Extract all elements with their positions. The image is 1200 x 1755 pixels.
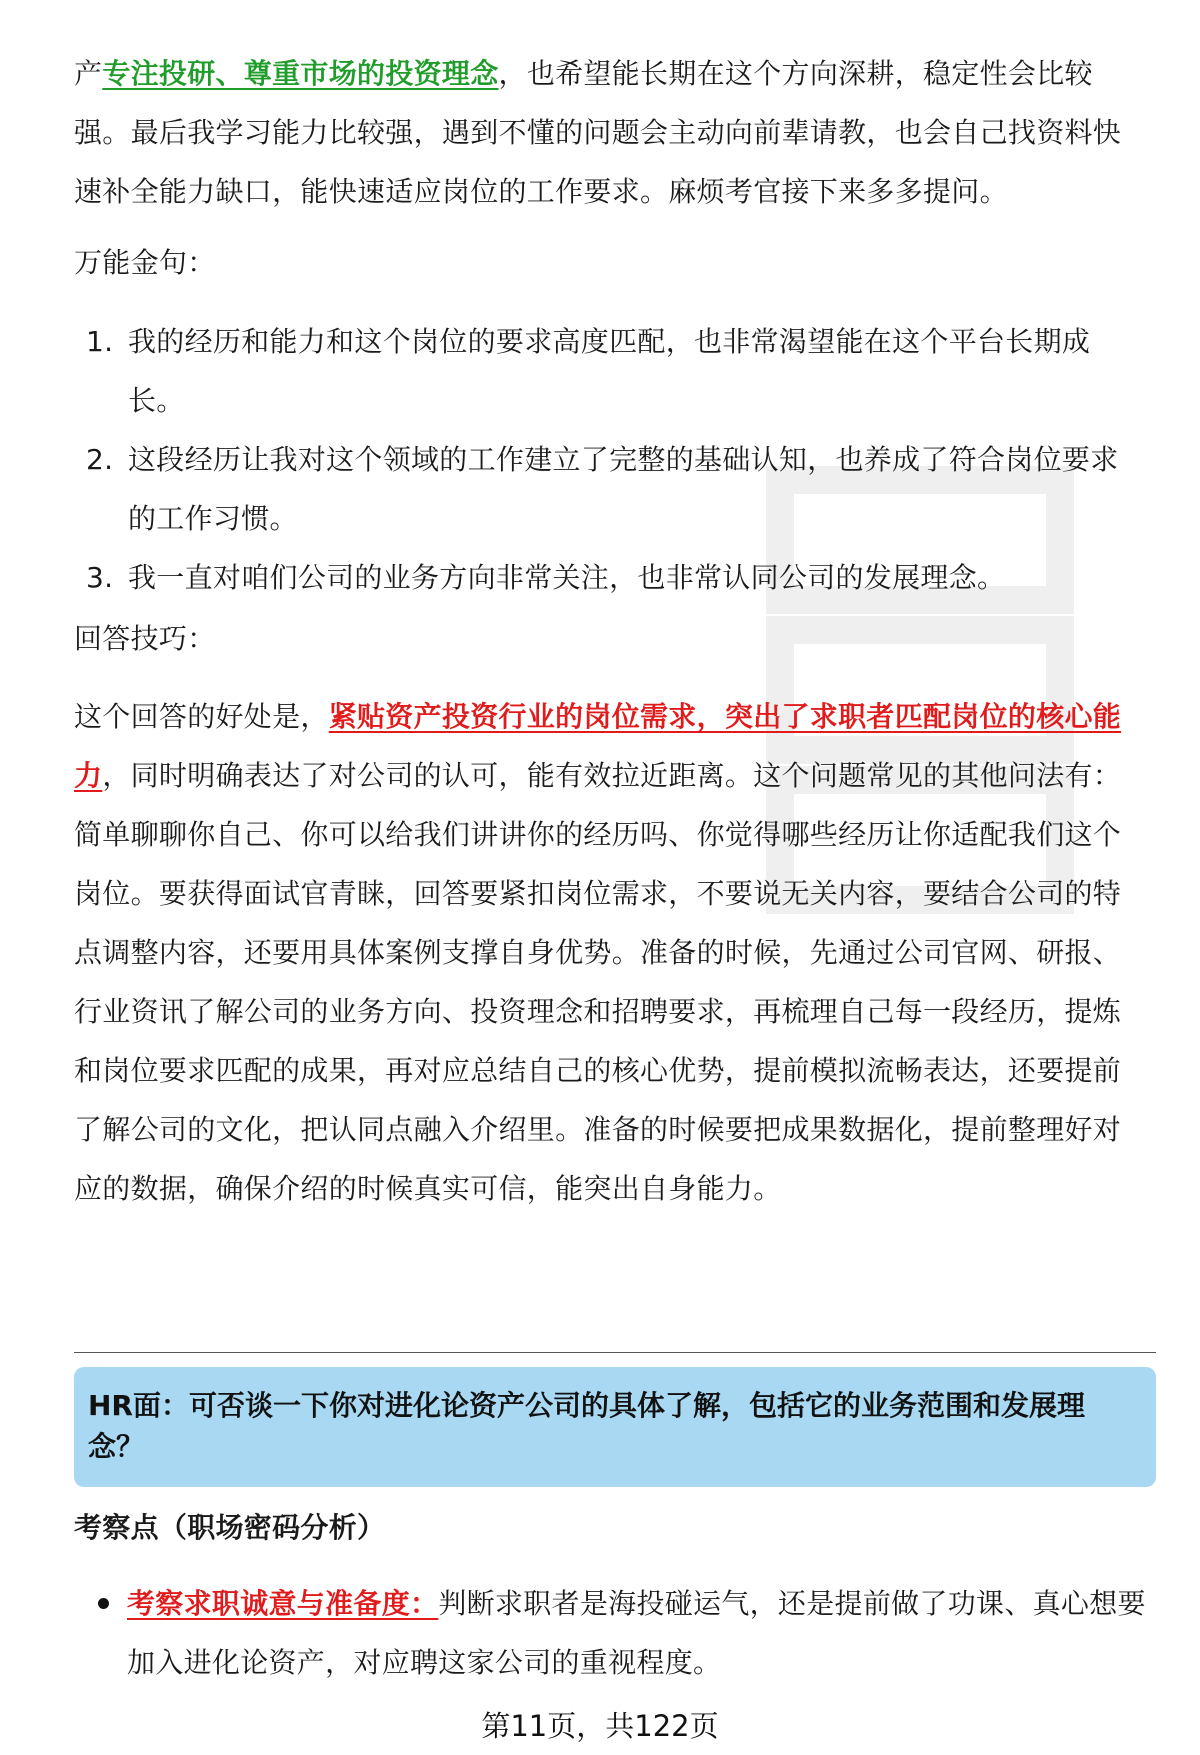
list-item	[74, 430, 1146, 548]
tips-suffix: ，同时明确表达了对公司的认可，能有效拉近距离。这个问题常见的其他问法有：简单聊聊你自己、你可以给我们讲讲你的经历吗、你觉得哪些经历让你适配我们这个岗位。要获得面试官青睐，回答要紧扣岗位需求，不要说无关内容，要结合公司的特点调整内容，还要用具体案例支撑自身优势。准备的时候，先通过公司官网、研报、行业资讯了解公司的业务方向、投资理念和招聘要求，再梳理自己每一段经历，提炼和岗位要求匹配的成果，再对应总结自己的核心优势，提前模拟流畅表达，还要提前了解公司的文化，把认同点融入介绍里。准备的时候要把成果数据化，提前整理好对应的数据，确保介绍的时候真实可信，能突出自身能力。	[74, 759, 1122, 1205]
exam-point-text: 判断求职者是海投碰运气，还是提前做了功课、真心想要加入进化论资产，对应聘这家公司的重视程度。	[127, 1587, 1146, 1679]
hr-question-box	[74, 1367, 1156, 1487]
intro-suffix: ，也希望能长期在这个方向深耕，稳定性会比较强。最后我学习能力比较强，遇到不懂的问题会主动向前辈请教，也会自己找资料快速补全能力缺口，能快速适应岗位的工作要求。麻烦考官接下来多多提问。	[74, 57, 1122, 208]
exam-points-title: 考察点（职场密码分析）	[74, 1511, 386, 1544]
intro-paragraph-block	[74, 44, 1146, 221]
list-item	[74, 548, 1146, 607]
bullet-dot-icon	[98, 1598, 109, 1609]
list-item	[74, 312, 1146, 430]
section-divider	[74, 1352, 1156, 1353]
answer-tips-title: 回答技巧：	[74, 622, 216, 655]
intro-paragraph	[74, 44, 1146, 221]
golden-sentences-list	[74, 312, 1146, 607]
tips-prefix: 这个回答的好处是，	[74, 700, 329, 733]
intro-prefix: 产	[74, 57, 103, 90]
answer-tips-paragraph	[74, 687, 1146, 1218]
hr-question-text: HR面：可否谈一下你对进化论资产公司的具体了解，包括它的业务范围和发展理念？	[88, 1389, 1085, 1463]
list-item-number: 2.	[86, 443, 114, 476]
golden-sentences-title: 万能金句：	[74, 246, 216, 279]
list-item-text: 我的经历和能力和这个岗位的要求高度匹配，也非常渴望能在这个平台长期成长。	[128, 325, 1091, 417]
list-item-number: 1.	[86, 325, 114, 358]
exam-point-highlight: 考察求职诚意与准备度：	[127, 1587, 439, 1620]
exam-point-item	[74, 1574, 1146, 1692]
intro-highlight: 专注投研、尊重市场的投资理念	[102, 57, 499, 90]
list-item-text: 我一直对咱们公司的业务方向非常关注，也非常认同公司的发展理念。	[128, 561, 1006, 594]
list-item-number: 3.	[86, 561, 114, 594]
tips-highlight: 紧贴资产投资行业的岗位需求，突出了求职者匹配岗位的核心能力	[74, 700, 1122, 792]
list-item-text: 这段经历让我对这个领域的工作建立了完整的基础认知，也养成了符合岗位要求的工作习惯。	[128, 443, 1119, 535]
page-number-footer: 第11页，共122页	[481, 1709, 719, 1743]
